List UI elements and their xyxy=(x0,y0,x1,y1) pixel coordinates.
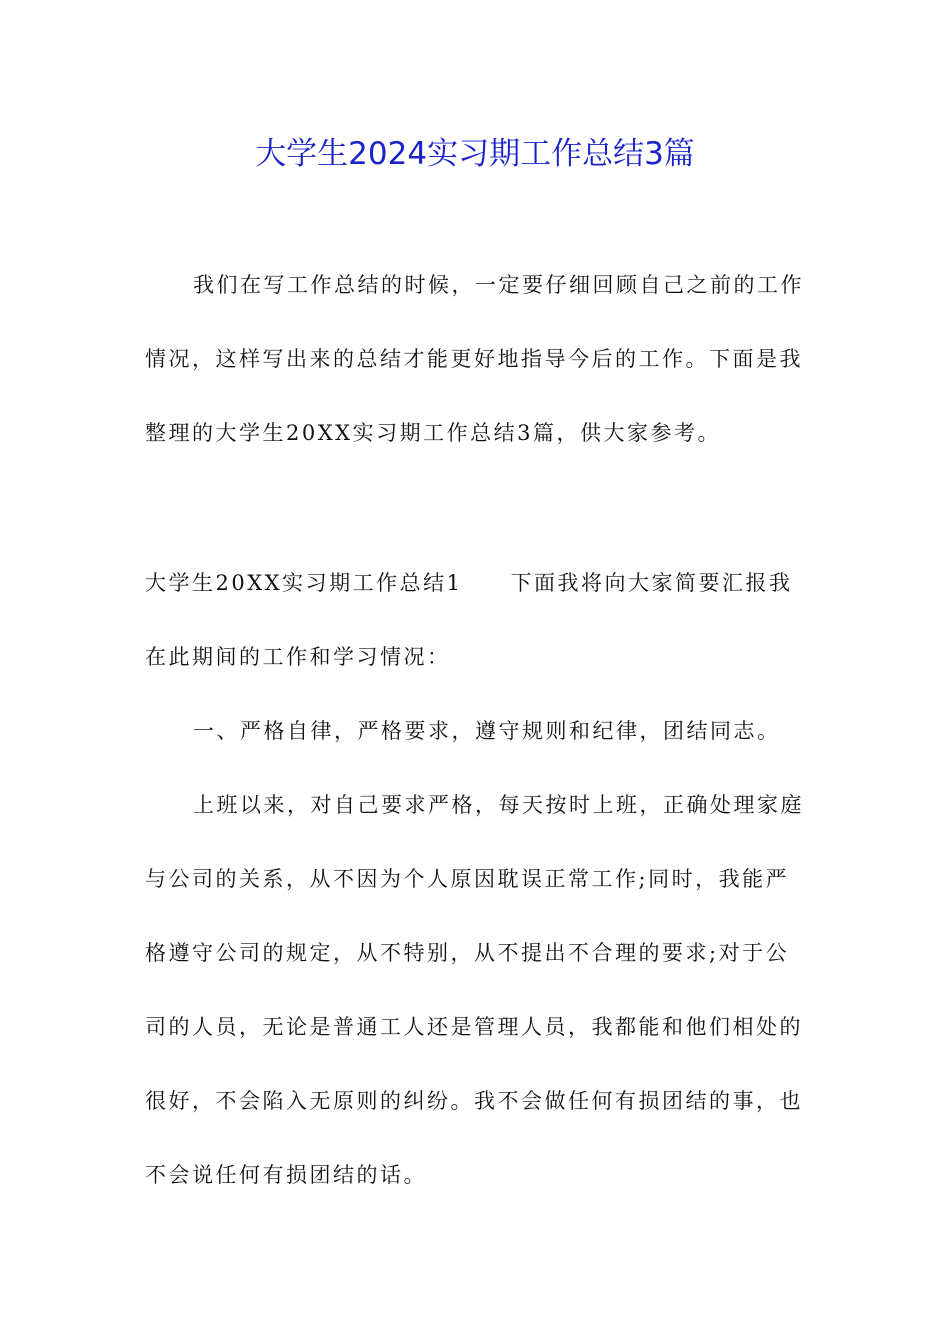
section-1 xyxy=(145,546,810,1212)
intro-block xyxy=(145,248,810,470)
section-1-paragraph-1: 上班以来，对自己要求严格，每天按时上班，正确处理家庭与公司的关系，从不因为个人原因耽误正常工作;同时，我能严格遵守公司的规定，从不特别，从不提出不合理的要求;对于公司的人员，无论是普通工人还是管理人员，我都能和他们相处的很好，不会陷入无原则的纠纷。我不会做任何有损团结的事，也不会说任何有损团结的话。 xyxy=(145,793,804,1187)
section-1-lead: 下面我将向大家简要汇报我在此期间的工作和学习情况： xyxy=(145,571,793,669)
section-1-heading: 大学生20XX实习期工作总结1 xyxy=(145,571,463,595)
section-1-opening xyxy=(145,546,810,694)
intro-paragraph: 我们在写工作总结的时候，一定要仔细回顾自己之前的工作情况，这样写出来的总结才能更好地指导今后的工作。下面是我整理的大学生20XX实习期工作总结3篇，供大家参考。 xyxy=(145,273,804,445)
section-1-point-1: 一、严格自律，严格要求，遵守规则和纪律，团结同志。 xyxy=(193,719,781,743)
document-title: 大学生2024实习期工作总结3篇 xyxy=(255,136,695,172)
